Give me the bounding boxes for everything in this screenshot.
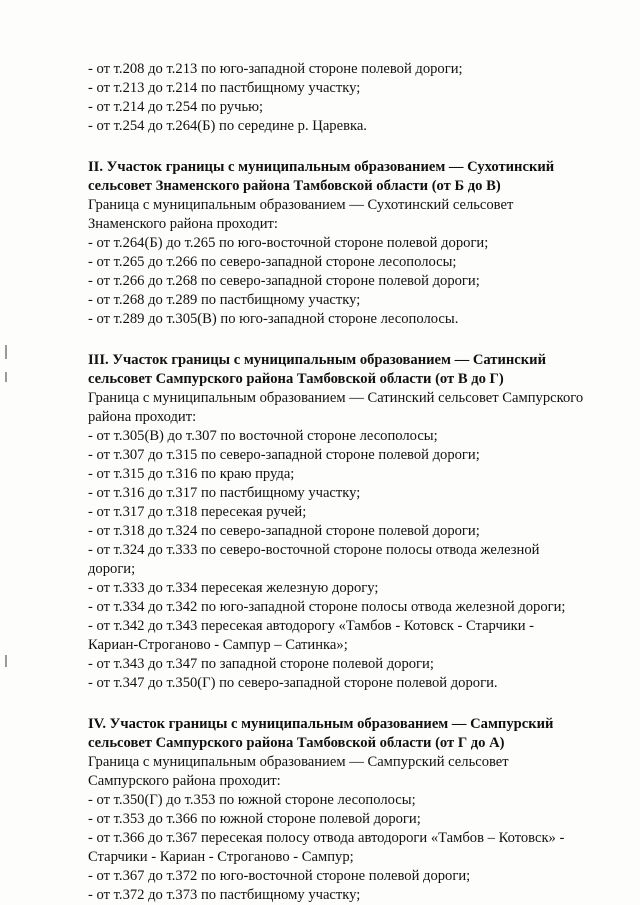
list-item: - от т.343 до т.347 по западной стороне полевой дороги; (88, 656, 434, 672)
list-item: - от т.350(Г) до т.353 по южной стороне лесополосы; (88, 792, 416, 808)
section-iv (88, 715, 608, 905)
section-intro: Граница с муниципальным образованием — Сатинский сельсовет Сампурского (88, 390, 584, 406)
list-item: - от т.367 до т.372 по юго-восточной стороне полевой дороги; (88, 868, 471, 884)
list-item: - от т.334 до т.342 по юго-западной стороне полосы отвода железной дороги; (88, 599, 566, 615)
list-item: - от т.213 до т.214 по пастбищному участку; (88, 80, 361, 96)
list-item: - от т.316 до т.317 по пастбищному участку; (88, 485, 361, 501)
section-intro: Граница с муниципальным образованием — Сампурский сельсовет (88, 754, 509, 770)
section-ii (88, 158, 608, 329)
list-item: - от т.268 до т.289 по пастбищному участку; (88, 292, 361, 308)
list-item: - от т.289 до т.305(В) по юго-западной стороне лесополосы. (88, 311, 459, 327)
list-item: - от т.347 до т.350(Г) по северо-западной стороне полевой дороги. (88, 675, 498, 691)
list-item: - от т.264(Б) до т.265 по юго-восточной стороне полевой дороги; (88, 235, 489, 251)
list-item: - от т.333 до т.334 пересекая железную дорогу; (88, 580, 379, 596)
list-item: - от т.208 до т.213 по юго-западной стороне полевой дороги; (88, 61, 463, 77)
list-item: Кариан-Строганово - Сампур – Сатинка»; (88, 637, 348, 653)
scan-margin-mark (5, 372, 7, 382)
list-item: - от т.307 до т.315 по северо-западной стороне полевой дороги; (88, 447, 480, 463)
section-heading: II. Участок границы с муниципальным образованием — Сухотинский (88, 159, 555, 175)
section-heading: сельсовет Сампурского района Тамбовской области (от В до Г) (88, 371, 504, 387)
section-heading: III. Участок границы с муниципальным образованием — Сатинский (88, 352, 546, 368)
list-item: - от т.266 до т.268 по северо-западной стороне полевой дороги; (88, 273, 480, 289)
list-item: - от т.324 до т.333 по северо-восточной стороне полосы отвода железной (88, 542, 540, 558)
list-item: - от т.372 до т.373 по пастбищному участку; (88, 887, 361, 903)
section-iii (88, 351, 608, 693)
list-item: - от т.342 до т.343 пересекая автодорогу «Тамбов - Котовск - Старчики - (88, 618, 535, 634)
section-intro: Граница с муниципальным образованием — Сухотинский сельсовет (88, 197, 514, 213)
intro-list (88, 60, 608, 136)
scan-margin-mark (5, 655, 7, 667)
list-item: Старчики - Кариан - Строганово - Сампур; (88, 849, 354, 865)
list-item: - от т.315 до т.316 по краю пруда; (88, 466, 295, 482)
section-heading: сельсовет Знаменского района Тамбовской области (от Б до В) (88, 178, 501, 194)
list-item: - от т.305(В) до т.307 по восточной стороне лесополосы; (88, 428, 438, 444)
list-item: - от т.317 до т.318 пересекая ручей; (88, 504, 307, 520)
section-heading: сельсовет Сампурского района Тамбовской области (от Г до А) (88, 735, 505, 751)
list-item: - от т.366 до т.367 пересекая полосу отвода автодороги «Тамбов – Котовск» - (88, 830, 565, 846)
list-item: - от т.214 до т.254 по ручью; (88, 99, 264, 115)
scan-margin-mark (5, 345, 7, 359)
list-item: - от т.353 до т.366 по южной стороне полевой дороги; (88, 811, 421, 827)
list-item: - от т.254 до т.264(Б) по середине р. Царевка. (88, 118, 367, 134)
section-intro: Знаменского района проходит: (88, 216, 278, 232)
list-item: - от т.265 до т.266 по северо-западной стороне лесополосы; (88, 254, 457, 270)
section-intro: района проходит: (88, 409, 197, 425)
list-item: дороги; (88, 561, 136, 577)
section-intro: Сампурского района проходит: (88, 773, 281, 789)
list-item: - от т.318 до т.324 по северо-западной стороне полевой дороги; (88, 523, 480, 539)
section-heading: IV. Участок границы с муниципальным образованием — Сампурский (88, 716, 554, 732)
document-body (88, 60, 608, 905)
